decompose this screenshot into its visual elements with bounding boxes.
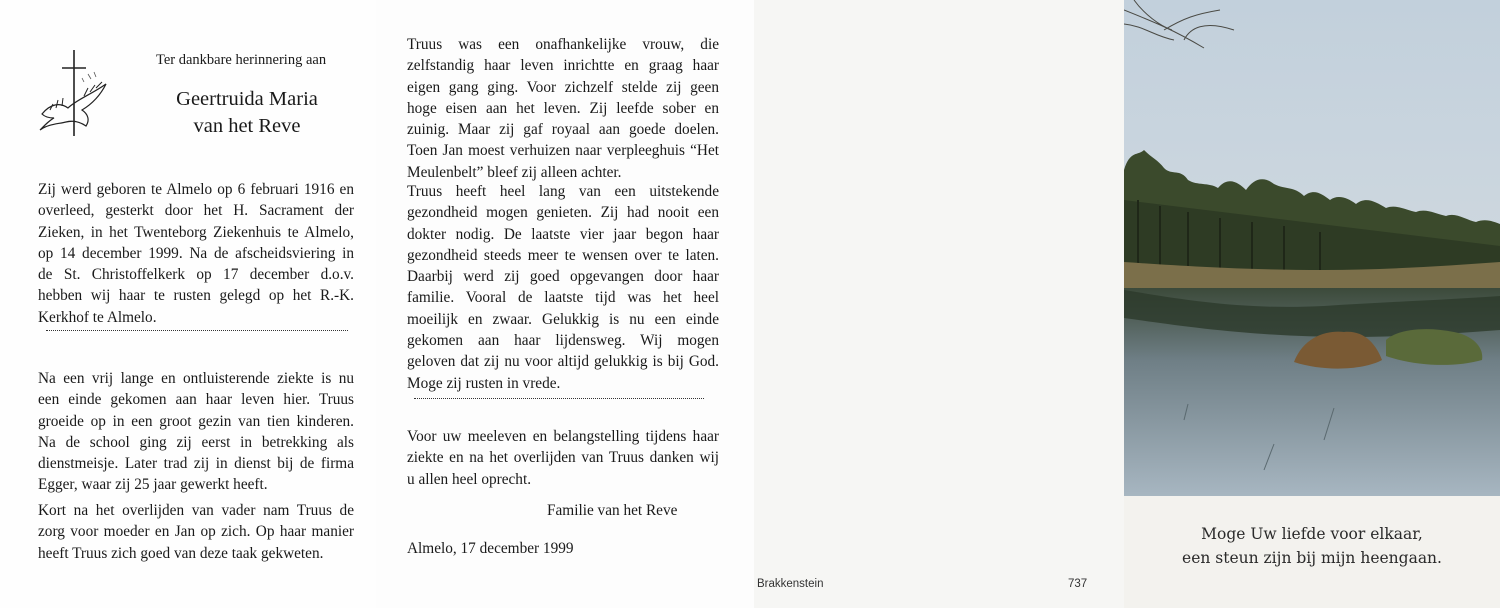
biography-paragraph-3 [38,500,354,564]
text-line: Na een vrij lange en ontluisterende ziekte is nu [38,370,354,387]
text-line: Truus heeft heel lang van een uitstekende [407,183,719,200]
verse-line: Moge Uw liefde voor elkaar, [1201,525,1423,543]
lake-forest-photo [1124,0,1500,496]
place-date: Almelo, 17 december 1999 [407,540,574,557]
text-line: heeft Truus zich goed van deze taak gekweten. [38,544,324,562]
card-panel-back-photo [1124,0,1500,608]
text-line: gezondheid mogen genieten. Zij had nooit een [407,204,719,222]
text-line: zuinig. Maar zij gaf royaal aan goede doelen. [407,121,719,139]
text-line: Zieken, in het Twenteborg Ziekenhuis te Almelo, [38,223,354,241]
biography-paragraph-5 [407,181,719,394]
text-line: dokter nodig. De laatste vier jaar begon haar [407,225,719,243]
deceased-name-first: Geertruida Maria [176,88,318,110]
text-line: groeide op in een groot gezin van tien kinderen. [38,412,354,430]
text-line: gezondheid steeds meer te wensen over te laten. [407,246,719,264]
family-signature: Familie van het Reve [547,502,678,519]
dedication-line: Ter dankbare herinnering aan [156,52,327,68]
text-line: zorg voor moeder en Jan op zich. Op haar manier [38,523,354,541]
text-line: ziekte en na het overlijden van Truus danken wij [407,449,719,467]
memorial-verse [1124,522,1500,570]
text-line: Na de school ging zij eerst in betrekking als [38,433,354,451]
verse-line: een steun zijn bij mijn heengaan. [1182,549,1442,567]
text-line: Toen Jan moest verhuizen naar verpleeghuis “Het [407,142,719,160]
text-line: dienstmeisje. Later trad zij in dienst bij de firma [38,455,354,473]
text-line: moeilijk en zwaar. Gelukkig is nu een einde [407,310,719,328]
text-line: Meulenbelt” bleef zij alleen achter. [407,163,622,181]
text-line: zelfstandig haar leven inrichtte en graag haar [407,57,719,75]
thanks-paragraph [407,426,719,490]
text-line: Kerkhof te Almelo. [38,308,157,326]
text-line: op 14 december 1999. Na de afscheidsviering in [38,244,354,262]
dotted-divider [414,398,704,399]
text-line: geloven dat zij nu voor altijd gelukkig is bij God. [407,353,719,371]
text-line: overleed, gesterkt door het H. Sacrament der [38,202,354,220]
cross-dove-icon [36,44,116,140]
text-line: hebben wij haar te rusten gelegd op het R.-K. [38,287,354,305]
text-line: Truus was een onafhankelijke vrouw, die [407,36,719,53]
card-panel-front-left [0,0,376,608]
text-line: familie. Vooral de laatste tijd was het heel [407,289,719,307]
text-line: Egger, waar zij 25 jaar gewerkt heeft. [38,476,268,494]
biography-paragraph-4 [407,34,719,183]
text-line: Daarbij werd zij goed opgevangen door haar [407,268,719,286]
dotted-divider [46,330,348,331]
text-line: Moge zij rusten in vrede. [407,374,561,392]
text-line: de St. Christoffelkerk op 17 december d.o.v. [38,266,354,284]
biography-paragraph-2 [38,368,354,496]
text-line: u allen heel oprecht. [407,470,532,488]
text-line: Voor uw meeleven en belangstelling tijdens haar [407,428,719,445]
publisher-mark: Brakkenstein [757,578,824,590]
text-line: hoge eisen aan het leven. Zij leefde sober en [407,99,719,117]
text-line: eigen gang ging. Voor zichzelf stelde zij geen [407,78,719,96]
card-panel-back-blank [754,0,1124,608]
card-panel-front-right [376,0,754,608]
text-line: Zij werd geboren te Almelo op 6 februari 1916 en [38,181,354,198]
biography-paragraph-1 [38,179,354,328]
deceased-name-last: van het Reve [193,115,301,137]
text-line: gekomen aan haar lijdensweg. Wij mogen [407,332,719,350]
text-line: Kort na het overlijden van vader nam Truus de [38,502,354,519]
card-number: 737 [1068,578,1088,590]
text-line: een einde gekomen aan haar leven hier. Truus [38,391,354,409]
